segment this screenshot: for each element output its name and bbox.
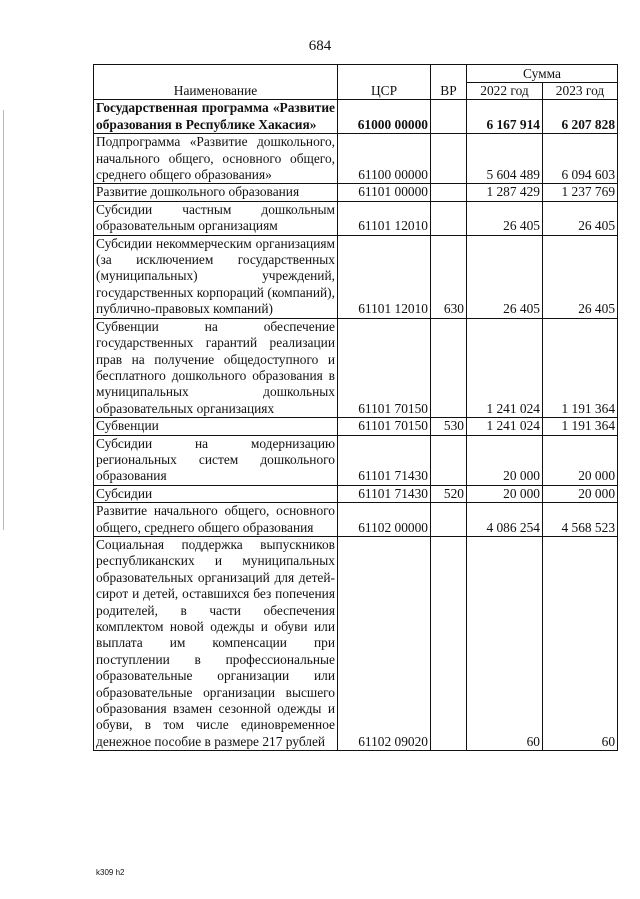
row-csr: 61100 00000	[338, 134, 431, 184]
row-csr: 61101 70150	[338, 418, 431, 435]
footer-mark: k309 h2	[96, 868, 125, 877]
row-vr	[431, 318, 467, 417]
row-sum-2023: 26 405	[543, 201, 618, 235]
row-name: Подпрограмма «Развитие дошкольного, начального общего, основного общего, среднего общего образования»	[94, 134, 338, 184]
row-name: Развитие начального общего, основного общего, среднего общего образования	[94, 503, 338, 537]
table-row	[94, 318, 618, 417]
table-row	[94, 485, 618, 502]
header-name: Наименование	[94, 65, 338, 100]
header-row-top	[94, 65, 618, 83]
row-sum-2022: 4 086 254	[467, 503, 543, 537]
row-sum-2023: 1 191 364	[543, 418, 618, 435]
row-sum-2023: 26 405	[543, 235, 618, 318]
row-sum-2023: 1 191 364	[543, 318, 618, 417]
table-row	[94, 100, 618, 134]
row-sum-2022: 1 241 024	[467, 418, 543, 435]
row-sum-2023: 1 237 769	[543, 184, 618, 201]
table-row	[94, 184, 618, 201]
row-name: Субвенции на обеспечение государственных гарантий реализации прав на получение общедоступного и бесплатного дошкольного образования в муниципальных дошкольных образовательных организациях	[94, 318, 338, 417]
row-csr: 61101 71430	[338, 435, 431, 485]
row-vr	[431, 435, 467, 485]
row-vr: 530	[431, 418, 467, 435]
row-csr: 61101 70150	[338, 318, 431, 417]
header-year-2022: 2022 год	[467, 83, 543, 100]
row-csr: 61101 12010	[338, 201, 431, 235]
row-vr: 630	[431, 235, 467, 318]
scan-edge-line	[3, 110, 4, 530]
table-row	[94, 418, 618, 435]
row-csr: 61000 00000	[338, 100, 431, 134]
row-sum-2022: 26 405	[467, 201, 543, 235]
row-sum-2022: 5 604 489	[467, 134, 543, 184]
budget-table	[93, 64, 618, 751]
header-sum: Сумма	[467, 65, 618, 83]
row-sum-2023: 4 568 523	[543, 503, 618, 537]
row-name: Государственная программа «Развитие образования в Республике Хакасия»	[94, 100, 338, 134]
row-name: Развитие дошкольного образования	[94, 184, 338, 201]
row-vr: 520	[431, 485, 467, 502]
header-csr: ЦСР	[338, 65, 431, 100]
row-csr: 61101 12010	[338, 235, 431, 318]
row-sum-2022: 60	[467, 536, 543, 750]
row-sum-2022: 20 000	[467, 435, 543, 485]
page-number: 684	[308, 38, 332, 54]
row-sum-2023: 6 094 603	[543, 134, 618, 184]
row-sum-2023: 60	[543, 536, 618, 750]
row-csr: 61102 09020	[338, 536, 431, 750]
header-year-2023: 2023 год	[543, 83, 618, 100]
row-name: Социальная поддержка выпускников республиканских и муниципальных образовательных организаций для детей-сирот и детей, оставшихся без попечения родителей, в части обеспечения комплектом новой одежды и обуви или выплата им компенсации при поступлении в профессиональные образовательные организации или образовательные организации высшего образования взамен сезонной одежды и обуви, в том числе единовременное денежное пособие в размере 217 рублей	[94, 536, 338, 750]
row-sum-2022: 1 287 429	[467, 184, 543, 201]
row-sum-2022: 1 241 024	[467, 318, 543, 417]
row-sum-2023: 6 207 828	[543, 100, 618, 134]
row-name: Субсидии некоммерческим организациям (за исключением государственных (муниципальных) учреждений, государственных корпораций (компаний), публично-правовых компаний)	[94, 235, 338, 318]
row-vr	[431, 503, 467, 537]
row-name: Субсидии	[94, 485, 338, 502]
table-row	[94, 235, 618, 318]
row-sum-2022: 26 405	[467, 235, 543, 318]
row-sum-2022: 6 167 914	[467, 100, 543, 134]
row-vr	[431, 201, 467, 235]
row-csr: 61102 00000	[338, 503, 431, 537]
row-sum-2023: 20 000	[543, 485, 618, 502]
row-vr	[431, 184, 467, 201]
row-sum-2023: 20 000	[543, 435, 618, 485]
table-row	[94, 435, 618, 485]
row-name: Субсидии частным дошкольным образовательным организациям	[94, 201, 338, 235]
table-row	[94, 134, 618, 184]
table-row	[94, 536, 618, 750]
row-vr	[431, 536, 467, 750]
row-csr: 61101 71430	[338, 485, 431, 502]
table-row	[94, 503, 618, 537]
header-vr: ВР	[431, 65, 467, 100]
row-vr	[431, 100, 467, 134]
row-csr: 61101 00000	[338, 184, 431, 201]
row-vr	[431, 134, 467, 184]
row-sum-2022: 20 000	[467, 485, 543, 502]
table-row	[94, 201, 618, 235]
row-name: Субвенции	[94, 418, 338, 435]
row-name: Субсидии на модернизацию региональных систем дошкольного образования	[94, 435, 338, 485]
